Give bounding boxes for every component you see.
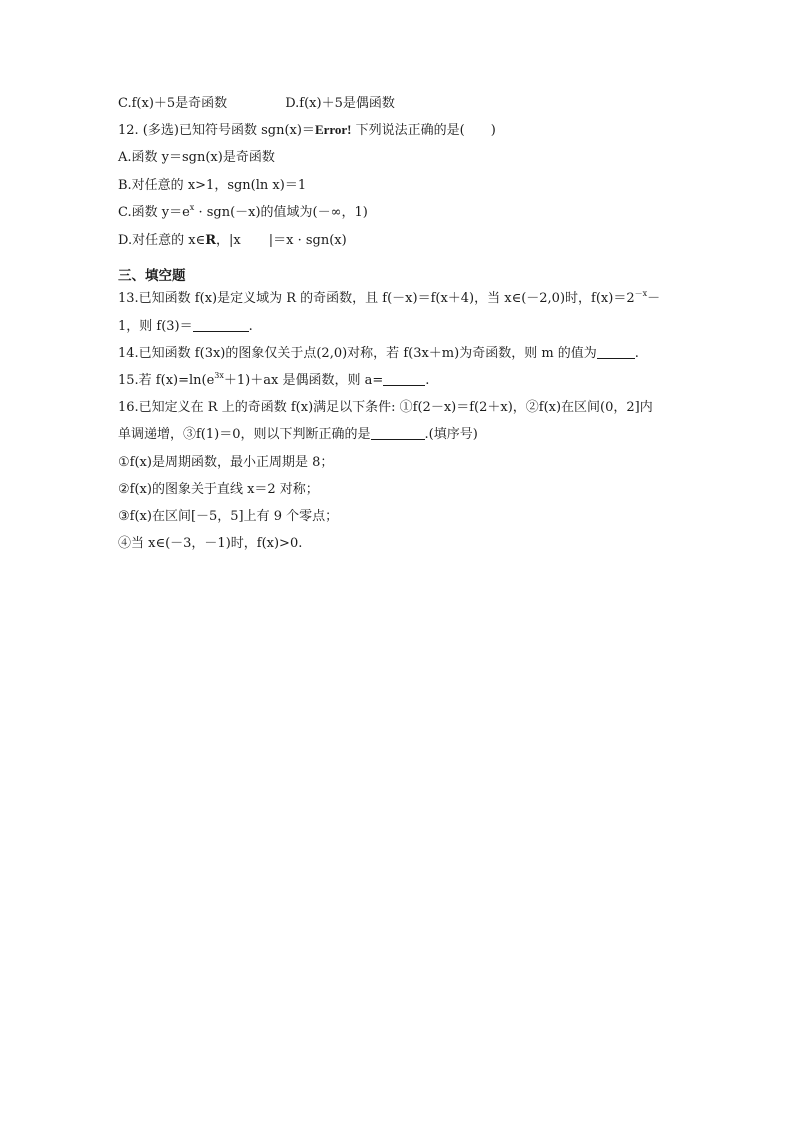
- q16-item-1: ①f(x)是周期函数，最小正周期是 8；: [118, 455, 334, 470]
- q12-option-b: B.对任意的 x>1，sgn(ln x)＝1: [118, 178, 307, 193]
- q11-option-c: C.f(x)＋5是奇函数: [118, 96, 228, 111]
- answer-blank[interactable]: [371, 427, 425, 440]
- q13-line1: 13.已知函数 f(x)是定义域为 R 的奇函数，且 f(－x)＝f(x＋4)，当 x∈(－2,0)时，$f(x)=2^{-x}-$: [118, 289, 661, 306]
- q11-options-cd: [118, 95, 395, 113]
- q13-line2: 1，则 f(3)＝ .: [118, 319, 253, 334]
- q11-option-d: D.f(x)＋5是偶函数: [285, 96, 395, 111]
- q12-option-d: D.对任意的 x∈R，|x |＝x · sgn(x): [118, 233, 347, 248]
- q12-option-a: A.函数 y＝sgn(x)是奇函数: [118, 150, 275, 165]
- q15: 15.若 $f(x)=\ln(e^{3x}+1)+ax$ 是偶函数，则 a= .: [118, 371, 430, 388]
- q16-line1: 16.已知定义在 R 上的奇函数 f(x)满足以下条件: ①f(2－x)＝f(2＋x)，②f(x)在区间(0，2]内: [118, 400, 653, 415]
- q14: 14.已知函数 f(3x)的图象仅关于点(2,0)对称，若 f(3x＋m)为奇函数，则 m 的值为 .: [118, 346, 639, 361]
- q12-stem: 12. (多选)已知符号函数 sgn(x)＝Error! 下列说法正确的是( ): [118, 122, 496, 138]
- q16-item-4: ④当 x∈(－3，－1)时，f(x)>0.: [118, 536, 303, 551]
- section-title: 三、填空题: [118, 268, 186, 284]
- answer-blank[interactable]: [193, 319, 249, 332]
- q12-option-c: C.函数 $y=e^x \cdot sgn(-x)$的值域为(－∞，1): [118, 203, 368, 220]
- answer-blank[interactable]: [383, 373, 425, 386]
- answer-blank[interactable]: [597, 346, 635, 359]
- error-placeholder: Error!: [314, 122, 352, 137]
- q16-line2: 单调递增，③f(1)＝0，则以下判断正确的是 .(填序号): [118, 427, 478, 442]
- q16-item-2: ②f(x)的图象关于直线 x＝2 对称；: [118, 482, 319, 497]
- q16-item-3: ③f(x)在区间[－5，5]上有 9 个零点；: [118, 509, 339, 524]
